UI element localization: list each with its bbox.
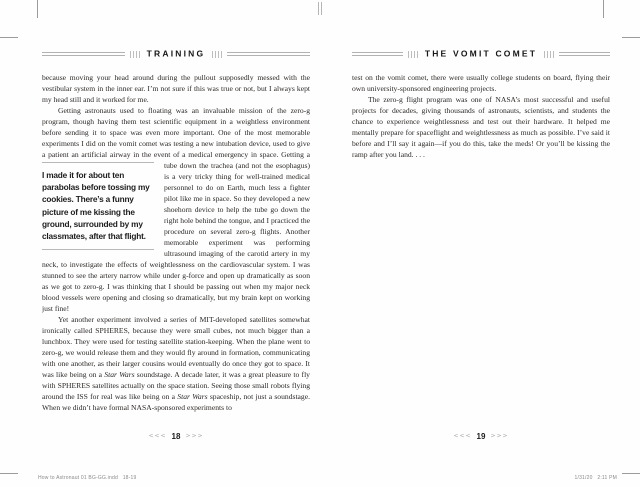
chapter-title-left: TRAINING (146, 48, 206, 59)
paragraph-text: Getting astronauts used to floating was an invaluable mission of the zero-g program, though having them test scientific equipment in a weightless environment before sending it to space was even more important. One of the most memorable experiments I did on the vomit comet was testing a new intubation device, used to give a patient an artificial airway in the event of a medical emergency in space. Getting a tube down the trachea (and not (42, 106, 310, 170)
crop-mark-bottom-right-horizontal (622, 473, 640, 474)
slug-timestamp: 1/31/20 2:11 PM (574, 475, 617, 481)
paragraph-text: spaceship, not just a soundstage. When we didn’t have formal NASA-sponsored experiments to (42, 392, 310, 412)
page-number-footer-right (352, 432, 610, 441)
header-double-rule (227, 52, 310, 56)
running-head-right (352, 48, 610, 60)
paragraph (352, 72, 610, 94)
paragraph-text: because moving your head around during the pullout supposedly messed with the vestibular system in the inner ear. I’m not sure if this was true or not, but I always kept my head still and it worked for me. (42, 73, 310, 104)
folio-right-ornament: >>> (490, 432, 509, 440)
page-number-19: 19 (476, 432, 486, 441)
header-double-rule (352, 52, 403, 56)
running-head-left (42, 48, 310, 60)
ornament-bars-icon (408, 51, 418, 58)
header-double-rule (559, 52, 610, 56)
paragraph (42, 105, 310, 314)
crop-mark-top-left-vertical (37, 0, 38, 18)
body-text-left (42, 72, 310, 434)
paragraph (42, 72, 310, 105)
slug-filename: How to Astronaut 01 BG-GG.indd 18-19 (38, 475, 137, 481)
pull-quote-text: I made it for about ten parabolas before tossing my cookies. There’s a funny picture of me kissing the ground, surrounded by my classmates, after that flight. (42, 170, 150, 242)
page-left (42, 48, 310, 434)
crop-mark-top-right-horizontal (622, 37, 640, 38)
paragraph-text: Yet another experiment involved a series of MIT-developed satellites somewhat ironically called SPHERES, because they were small cubes, not much bigger than a lunchbox. They were used for testing satellite station-keeping. When the plane went to zero-g, we would release them and they would fly around in formation, communicating with one another, as their larger cousins would eventually do once they got to space. It was like being on a (42, 315, 310, 379)
folio-left-ornament: <<< (148, 432, 167, 440)
crop-mark-top-left-horizontal (0, 37, 18, 38)
ornament-bars-icon (544, 51, 554, 58)
gutter-fold-mark (321, 2, 322, 15)
paragraph (42, 314, 310, 413)
ornament-bars-icon (212, 51, 222, 58)
paragraph-text: the esophagus) is a very tricky thing for well-trained medical personnel to do on Earth, much less a fighter pilot like me in space. So they developed a new shoehorn device to help the tube go down the right hole behind the tongue, and I practiced the procedure on several zero-g flights. Another memorable experiment was performing ultrasound imaging of the carotid artery in my neck, to investigate the effects of weightlessness on the cardiovascular system. I was stunned to see the artery narrow while under g-force and open up dramatically as soon as we got to zero-g. I was thinking that I should be passing out when my major neck blood vessels were opening and closing so dramatically, but my brain kept on working just fine! (42, 161, 310, 313)
page-number-footer-left (42, 432, 310, 441)
pull-quote (42, 162, 154, 250)
page-number-18: 18 (171, 432, 181, 441)
chapter-title-right: THE VOMIT COMET (424, 48, 538, 59)
paragraph-text: test on the vomit comet, there were usually college students on board, flying their own university-sponsored engineering projects. (352, 73, 610, 93)
gutter-fold-mark (318, 2, 319, 15)
paragraph-text: soundstage. A decade later, it was a great pleasure to fly with SPHERES satellites actually on the space station. Seeing those small robots flying around the ISS for real was like being on a (42, 370, 310, 401)
italic-title: Star Wars (177, 392, 208, 401)
paragraph (352, 94, 610, 160)
ornament-bars-icon (130, 51, 140, 58)
crop-mark-bottom-left-horizontal (0, 473, 18, 474)
crop-mark-top-right-vertical (603, 0, 604, 18)
body-text-right (352, 72, 610, 160)
paragraph-text: The zero-g flight program was one of NASA’s most successful and useful projects for decades, giving thousands of astronauts, scientists, and students the chance to experience weightlessness and test out their hardware. It helped me mentally prepare for spaceflight and weightlessness as much as possible. I’ve said it before and I’ll say it again—if you do this, take the meds! Or you’ll be kissing the ramp after you land. . . . (352, 95, 610, 159)
folio-left-ornament: <<< (453, 432, 472, 440)
folio-right-ornament: >>> (185, 432, 204, 440)
page-right (352, 48, 610, 160)
header-double-rule (42, 52, 125, 56)
italic-title: Star Wars (104, 370, 135, 379)
